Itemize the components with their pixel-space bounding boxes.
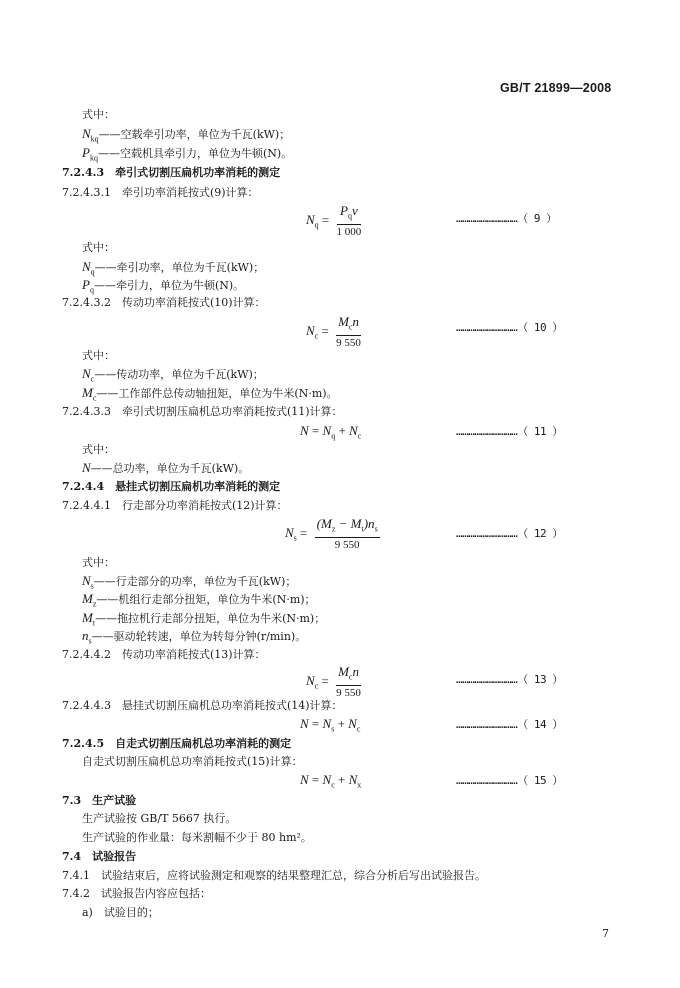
var-def-text: ——牵引功率，单位为千瓦(kW)；	[94, 261, 265, 274]
fraction: $\frac{P_qv}{1 000}$	[336, 203, 362, 238]
var-def-text: ——行走部分的功率，单位为千瓦(kW)；	[93, 575, 297, 588]
equation-number-10: …………………………（ 10 ）	[456, 321, 563, 334]
section-heading: 7.4 试验报告	[62, 850, 137, 863]
var-def-text: ——空载牵引功率，单位为千瓦(kW)；	[98, 128, 291, 141]
where-label: 式中：	[82, 556, 115, 569]
fraction: $\frac{(M_z - M_t)n_s}{9 550}$	[316, 516, 378, 551]
var-def-line: $P_q——$牵引力，单位为牛顿(N)。	[82, 277, 245, 295]
fraction: $\frac{M_cn}{9 550}$	[336, 314, 361, 349]
body-text: 生产试验的作业量：每米割幅不少于 80 hm²。	[82, 831, 312, 844]
body-text: 自走式切割压扁机总功率消耗按式(15)计算：	[82, 755, 303, 768]
fraction: $\frac{M_cn}{9 550}$	[336, 664, 361, 699]
var-def-text: ——传动功率，单位为千瓦(kW)；	[94, 368, 264, 381]
var-def-line: $n_s——$驱动轮转速，单位为转每分钟(r/min)。	[82, 628, 307, 646]
var-def-line: N——总功率，单位为千瓦(kW)。	[82, 460, 250, 475]
where-label: 式中：	[82, 443, 115, 456]
equation-number-13: …………………………（ 13 ）	[456, 673, 563, 686]
var-def-line: $M_z——$机组行走部分扭矩，单位为牛米(N·m)；	[82, 591, 316, 609]
var-def-line: $M_t——$拖拉机行走部分扭矩，单位为牛米(N·m)；	[82, 610, 326, 628]
section-heading: 7.2.4.5 自走式切割压扁机总功率消耗的测定	[62, 737, 292, 750]
equation-10: $N_c$ = $\frac{M_cn}{9 550}$	[306, 314, 361, 349]
subsection-line: 7.2.4.3.1 牵引功率消耗按式(9)计算：	[62, 186, 259, 199]
subsection-line: 7.2.4.3.2 传动功率消耗按式(10)计算：	[62, 296, 266, 309]
equation-number-12: …………………………（ 12 ）	[456, 527, 563, 540]
var-def-text: ——拖拉机行走部分扭矩，单位为牛米(N·m)；	[95, 612, 326, 625]
var-def-text: ——空载机具牵引力，单位为牛顿(N)。	[97, 147, 293, 160]
section-heading: 7.2.4.3 牵引式切割压扁机功率消耗的测定	[62, 166, 281, 179]
body-text: 7.4.2 试验报告内容应包括：	[62, 887, 211, 900]
subsection-line: 7.2.4.4.2 传动功率消耗按式(13)计算：	[62, 648, 266, 661]
subsection-line: 7.2.4.4.3 悬挂式切割压扁机总功率消耗按式(14)计算：	[62, 699, 343, 712]
page-number: 7	[602, 927, 609, 940]
where-label: 式中：	[82, 108, 115, 121]
body-text: 7.4.1 试验结束后，应将试验测定和观察的结果整理汇总，综合分析后写出试验报告。	[62, 869, 486, 882]
var-def-text: ——总功率，单位为千瓦(kW)。	[90, 462, 250, 475]
standard-number: GB/T 21899—2008	[500, 81, 612, 95]
var-def-text: ——机组行走部分扭矩，单位为牛米(N·m)；	[96, 593, 316, 606]
var-def-line: $N_{kq}——$空载牵引功率，单位为千瓦(kW)；	[82, 126, 291, 144]
list-item: a) 试验目的；	[82, 906, 159, 919]
subsection-line: 7.2.4.4.1 行走部分功率消耗按式(12)计算：	[62, 499, 288, 512]
var-def-text: ——工作部件总传动轴扭矩，单位为牛米(N·m)。	[96, 387, 338, 400]
var-def-text: ——驱动轮转速，单位为转每分钟(r/min)。	[91, 630, 307, 643]
equation-9: $N_q$ = $\frac{P_qv}{1 000}$	[306, 203, 362, 238]
section-heading: 7.3 生产试验	[62, 794, 137, 807]
equation-number-14: …………………………（ 14 ）	[456, 718, 563, 731]
body-text: 生产试验按 GB/T 5667 执行。	[82, 812, 237, 825]
var-def-text: ——牵引力，单位为牛顿(N)。	[93, 279, 245, 292]
where-label: 式中：	[82, 241, 115, 254]
var-def-line: $M_c——$工作部件总传动轴扭矩，单位为牛米(N·m)。	[82, 385, 338, 403]
equation-15: $N = N_c + N_x$	[300, 772, 362, 790]
equation-number-15: …………………………（ 15 ）	[456, 774, 563, 787]
equation-number-9: …………………………（ 9 ）	[456, 212, 557, 225]
section-heading: 7.2.4.4 悬挂式切割压扁机功率消耗的测定	[62, 480, 281, 493]
equation-14: $N = N_s + N_c$	[300, 716, 361, 734]
subsection-line: 7.2.4.3.3 牵引式切割压扁机总功率消耗按式(11)计算：	[62, 405, 343, 418]
equation-12: $N_s$ = $\frac{(M_z - M_t)n_s}{9 550}$	[285, 516, 378, 551]
equation-number-11: …………………………（ 11 ）	[456, 425, 563, 438]
var-def-line: $N_c——$传动功率，单位为千瓦(kW)；	[82, 366, 264, 384]
var-def-line: $P_{kq}——$空载机具牵引力，单位为牛顿(N)。	[82, 145, 293, 163]
equation-11: $N = N_q + N_c$	[300, 423, 362, 441]
var-def-line: $N_q——$牵引功率，单位为千瓦(kW)；	[82, 259, 265, 277]
equation-13: $N_c$ = $\frac{M_cn}{9 550}$	[306, 664, 361, 699]
where-label: 式中：	[82, 349, 115, 362]
var-def-line: $N_s——$行走部分的功率，单位为千瓦(kW)；	[82, 573, 297, 591]
